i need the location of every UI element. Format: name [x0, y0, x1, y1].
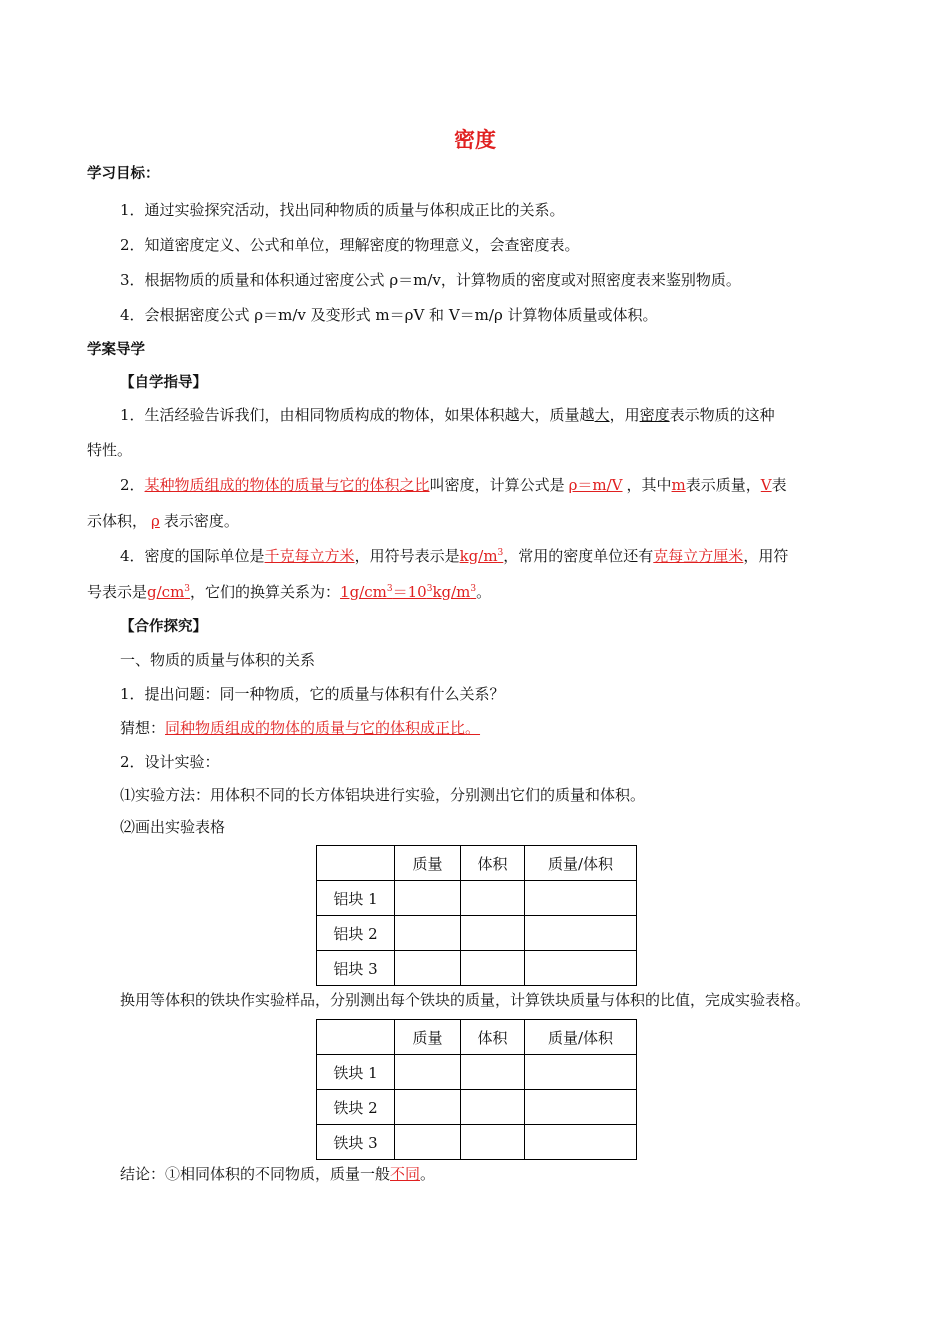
objective-item: 4．会根据密度公式 ρ＝m/v 及变形式 m＝ρV 和 V＝m/ρ 计算物体质量或体积。 — [120, 306, 658, 324]
table-header-cell — [317, 1020, 395, 1055]
q4-si-symbol-text: kg/m — [459, 547, 498, 565]
q2-answer-m: m — [671, 476, 686, 494]
q2-text: ，其中 — [626, 476, 672, 494]
q4-text: ，用符 — [743, 547, 789, 565]
q4-answer-common-unit: 克每立方厘米 — [653, 547, 744, 565]
table-cell — [461, 881, 525, 916]
table-cell — [461, 1055, 525, 1090]
table-cell — [461, 1090, 525, 1125]
q2-answer-v: V — [760, 476, 772, 494]
q2-text: 示体积， — [87, 512, 148, 530]
table-row — [317, 916, 637, 951]
q4-text: ，常用的密度单位还有 — [503, 547, 654, 565]
q4-answer-conversion — [340, 583, 476, 601]
method-text: ⑴实验方法：用体积不同的长方体铝块进行实验，分别测出它们的质量和体积。 — [120, 786, 646, 804]
row-label: 铁块 3 — [317, 1125, 395, 1160]
self-study-q4 — [120, 546, 788, 566]
q2-text: 表 — [771, 476, 787, 494]
row-label: 铝块 2 — [317, 916, 395, 951]
objectives-heading: 学习目标： — [87, 166, 160, 182]
objective-item: 1．通过实验探究活动，找出同种物质的质量与体积成正比的关系。 — [120, 201, 565, 219]
q2-answer-rho: ρ — [151, 512, 160, 530]
table-cell — [525, 916, 637, 951]
table-row — [317, 1090, 637, 1125]
section-title: 一、物质的质量与体积的关系 — [120, 651, 316, 669]
q4-text: ，它们的换算关系为： — [190, 583, 341, 601]
guess-answer: 同种物质组成的物体的质量与它的体积成正比。 — [165, 719, 481, 737]
q4-answer-si-unit: 千克每立方米 — [264, 547, 355, 565]
q1-answer-density: 密度 — [639, 406, 670, 424]
question-text: 1．提出问题：同一种物质，它的质量与体积有什么关系？ — [120, 685, 505, 703]
objective-item: 2．知道密度定义、公式和单位，理解密度的物理意义，会查密度表。 — [120, 236, 580, 254]
guide-heading: 学案导学 — [87, 342, 145, 358]
superscript: 3 — [470, 584, 477, 594]
iron-table — [316, 1019, 637, 1160]
table-header-cell — [317, 846, 395, 881]
superscript: 3 — [184, 584, 191, 594]
self-study-q1 — [120, 405, 775, 425]
table-cell — [461, 951, 525, 986]
page-title: 密度 — [454, 128, 496, 152]
conv-part: 1g/cm — [340, 583, 387, 601]
design-text: 2．设计实验： — [120, 753, 220, 771]
conclusion-end: 。 — [420, 1165, 436, 1183]
conclusion-text: 结论：①相同体积的不同物质，质量一般 — [120, 1165, 391, 1183]
q1-text: 表示物质的这种 — [669, 406, 775, 424]
q2-text: 表示密度。 — [163, 512, 239, 530]
table-row — [317, 1055, 637, 1090]
superscript: 3 — [426, 584, 433, 594]
table-header-cell: 体积 — [461, 1020, 525, 1055]
table-cell — [461, 916, 525, 951]
superscript: 3 — [497, 548, 504, 558]
iron-text: 换用等体积的铁块作实验样品，分别测出每个铁块的质量，计算铁块质量与体积的比值，完成实验表格。 — [120, 991, 811, 1009]
table-header-cell: 质量 — [395, 1020, 461, 1055]
conclusion-line — [120, 1164, 435, 1184]
conv-part: kg/m — [432, 583, 471, 601]
q4-text: 4．密度的国际单位是 — [120, 547, 265, 565]
table-cell — [525, 951, 637, 986]
self-study-q1-cont: 特性。 — [87, 441, 133, 459]
row-label: 铝块 1 — [317, 881, 395, 916]
q2-text: 表示质量， — [685, 476, 761, 494]
self-study-q2-cont — [87, 511, 239, 531]
table-header-cell: 质量 — [395, 846, 461, 881]
table-cell — [395, 916, 461, 951]
self-study-q4-cont — [87, 582, 491, 602]
table-header-cell: 质量/体积 — [525, 1020, 637, 1055]
table-cell — [461, 1125, 525, 1160]
table-row — [317, 951, 637, 986]
table-cell — [395, 1055, 461, 1090]
table-row — [317, 1125, 637, 1160]
table-header-row — [317, 846, 637, 881]
table-cell — [525, 881, 637, 916]
table-row — [317, 881, 637, 916]
table-cell — [525, 1055, 637, 1090]
q1-text: ，用 — [609, 406, 640, 424]
q4-answer-si-symbol — [460, 547, 504, 565]
row-label: 铁块 1 — [317, 1055, 395, 1090]
table-cell — [395, 1125, 461, 1160]
row-label: 铝块 3 — [317, 951, 395, 986]
q4-common-symbol-text: g/cm — [147, 583, 185, 601]
q1-answer-large: 大 — [594, 406, 610, 424]
draw-table-text: ⑵画出实验表格 — [120, 818, 226, 836]
self-study-q2 — [120, 475, 787, 495]
q4-text: 号表示是 — [87, 583, 148, 601]
q4-text: ，用符号表示是 — [354, 547, 460, 565]
table-cell — [525, 1090, 637, 1125]
aluminum-table — [316, 845, 637, 986]
cooperate-heading: 【合作探究】 — [120, 619, 207, 635]
q4-text: 。 — [476, 583, 492, 601]
q2-answer-formula: ρ＝m/V — [568, 476, 623, 494]
objective-item: 3．根据物质的质量和体积通过密度公式 ρ＝m/v，计算物质的密度或对照密度表来鉴别物质。 — [120, 271, 741, 289]
guess-line — [120, 718, 480, 738]
q1-text: 1．生活经验告诉我们，由相同物质构成的物体，如果体积越大，质量越 — [120, 406, 595, 424]
self-study-heading: 【自学指导】 — [120, 375, 207, 391]
table-header-cell: 质量/体积 — [525, 846, 637, 881]
conv-part: ＝10 — [392, 583, 427, 601]
q4-answer-common-symbol — [147, 583, 190, 601]
conclusion-answer: 不同 — [390, 1165, 421, 1183]
table-header-cell: 体积 — [461, 846, 525, 881]
q2-text: 叫密度，计算公式是 — [429, 476, 565, 494]
row-label: 铁块 2 — [317, 1090, 395, 1125]
table-cell — [395, 1090, 461, 1125]
table-cell — [525, 1125, 637, 1160]
table-cell — [395, 881, 461, 916]
q2-num: 2． — [120, 476, 145, 494]
table-header-row — [317, 1020, 637, 1055]
table-cell — [395, 951, 461, 986]
guess-label: 猜想： — [120, 719, 166, 737]
superscript: 3 — [386, 584, 393, 594]
q2-answer-definition: 某种物质组成的物体的质量与它的体积之比 — [144, 476, 430, 494]
